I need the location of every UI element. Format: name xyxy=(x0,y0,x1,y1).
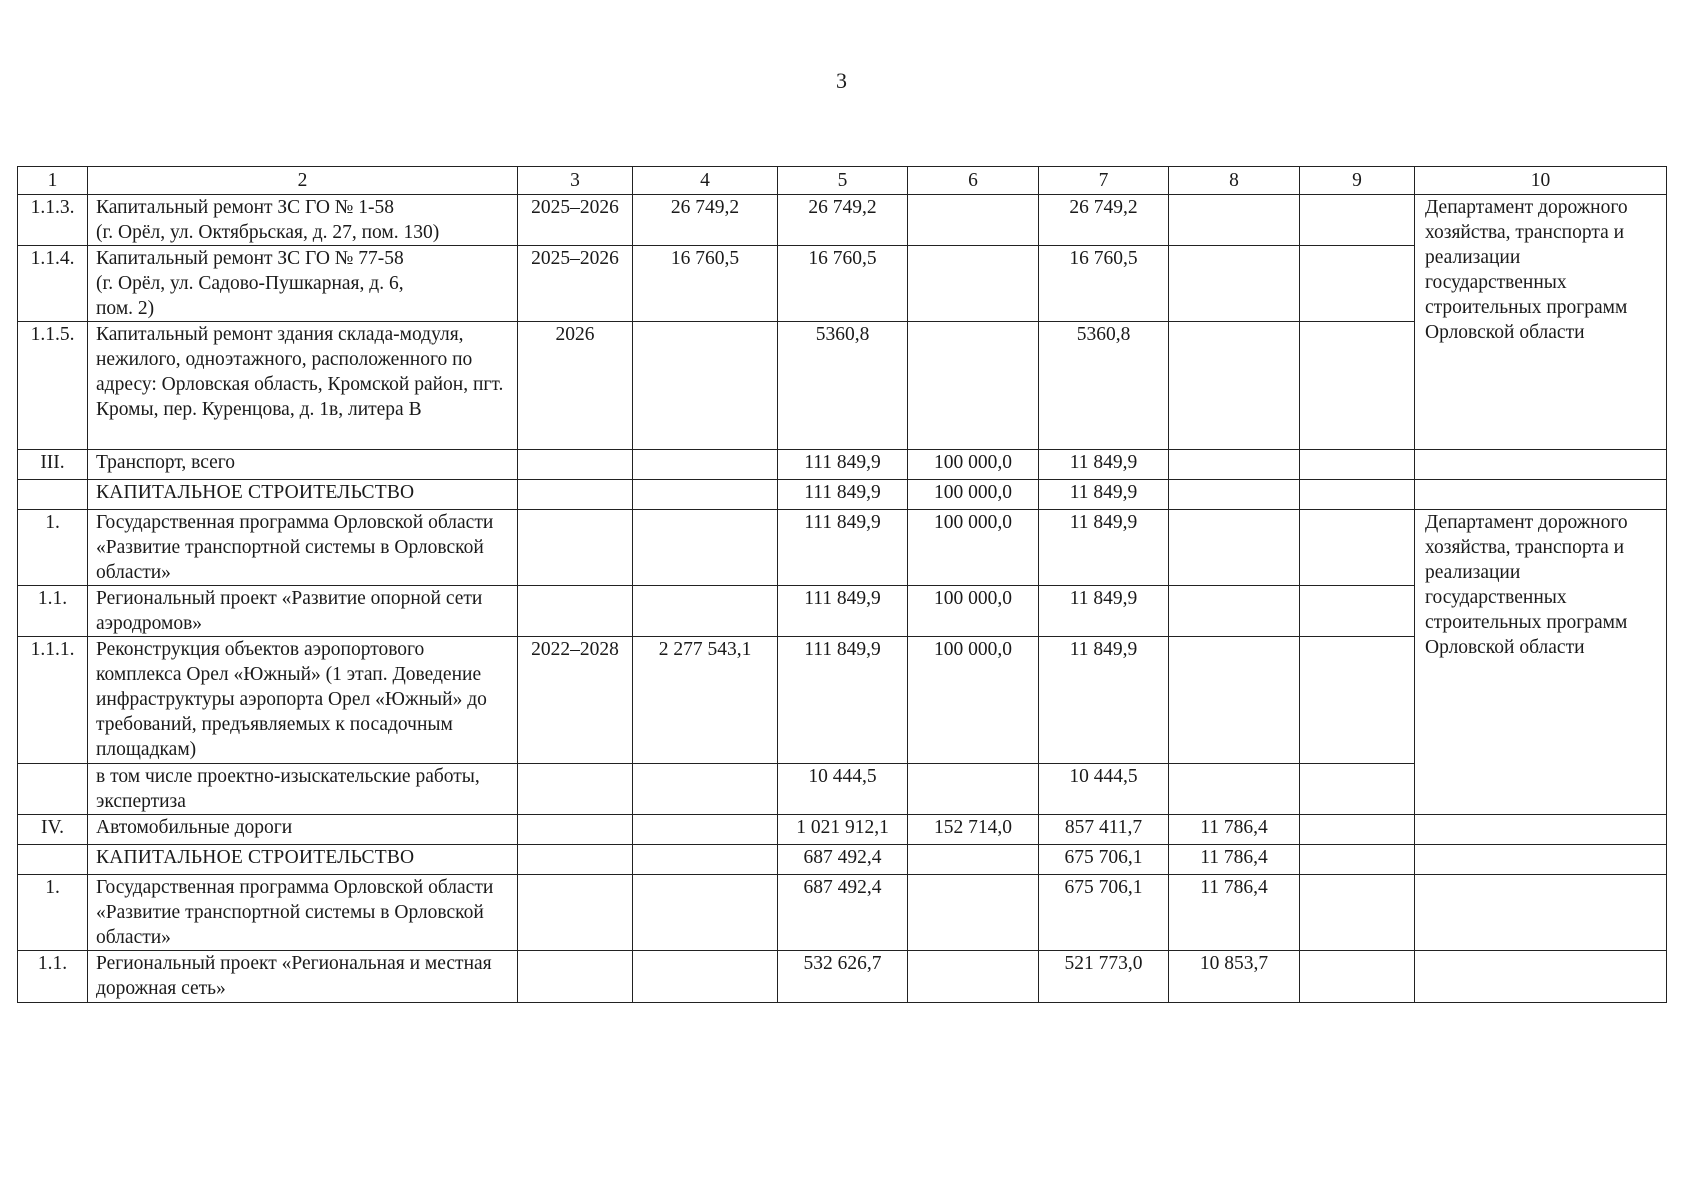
cell-c7: 5360,8 xyxy=(1039,322,1169,450)
cell-c7: 857 411,7 xyxy=(1039,815,1169,845)
cell-c6 xyxy=(908,845,1039,875)
cell-c6 xyxy=(908,246,1039,322)
table-row xyxy=(18,450,1667,480)
row-period xyxy=(518,875,633,951)
cell-c5: 111 849,9 xyxy=(778,637,908,764)
cell-c8 xyxy=(1169,637,1300,764)
row-period xyxy=(518,450,633,480)
responsible-department: Департамент дорожного хозяйства, транспорта и реализации государственных строительных программ Орловской области xyxy=(1415,510,1667,815)
cell-c4 xyxy=(633,815,778,845)
row-number xyxy=(18,845,88,875)
cell-c6: 100 000,0 xyxy=(908,637,1039,764)
cell-c9 xyxy=(1300,764,1415,815)
cell-c8 xyxy=(1169,586,1300,637)
row-name: Транспорт, всего xyxy=(88,450,518,480)
cell-c10 xyxy=(1415,815,1667,845)
cell-c6: 100 000,0 xyxy=(908,480,1039,510)
cell-c9 xyxy=(1300,195,1415,246)
cell-c5: 111 849,9 xyxy=(778,586,908,637)
cell-c9 xyxy=(1300,875,1415,951)
cell-c10 xyxy=(1415,951,1667,1003)
cell-c6: 152 714,0 xyxy=(908,815,1039,845)
program-table xyxy=(17,166,1667,1003)
cell-c5: 111 849,9 xyxy=(778,480,908,510)
cell-c10 xyxy=(1415,480,1667,510)
cell-c4 xyxy=(633,510,778,586)
table-row xyxy=(18,195,1667,246)
cell-c7: 26 749,2 xyxy=(1039,195,1169,246)
cell-c7: 675 706,1 xyxy=(1039,875,1169,951)
row-period xyxy=(518,480,633,510)
cell-c8: 10 853,7 xyxy=(1169,951,1300,1003)
column-number: 3 xyxy=(518,167,633,195)
row-number: 1.1.3. xyxy=(18,195,88,246)
row-period: 2025–2026 xyxy=(518,246,633,322)
cell-c4: 16 760,5 xyxy=(633,246,778,322)
row-period xyxy=(518,510,633,586)
row-number: 1.1.4. xyxy=(18,246,88,322)
row-period: 2022–2028 xyxy=(518,637,633,764)
column-number: 6 xyxy=(908,167,1039,195)
cell-c7: 10 444,5 xyxy=(1039,764,1169,815)
row-number: 1.1. xyxy=(18,951,88,1003)
row-name: в том числе проектно-изыскательские работы, экспертиза xyxy=(88,764,518,815)
row-period: 2026 xyxy=(518,322,633,450)
row-name: КАПИТАЛЬНОЕ СТРОИТЕЛЬСТВО xyxy=(88,845,518,875)
cell-c9 xyxy=(1300,845,1415,875)
column-number: 8 xyxy=(1169,167,1300,195)
row-period xyxy=(518,586,633,637)
cell-c6 xyxy=(908,195,1039,246)
cell-c9 xyxy=(1300,586,1415,637)
column-number: 2 xyxy=(88,167,518,195)
table-row xyxy=(18,815,1667,845)
cell-c5: 687 492,4 xyxy=(778,845,908,875)
row-period xyxy=(518,845,633,875)
row-number: III. xyxy=(18,450,88,480)
cell-c9 xyxy=(1300,480,1415,510)
table-row xyxy=(18,951,1667,1003)
cell-c4 xyxy=(633,875,778,951)
cell-c9 xyxy=(1300,322,1415,450)
column-number: 9 xyxy=(1300,167,1415,195)
row-name: КАПИТАЛЬНОЕ СТРОИТЕЛЬСТВО xyxy=(88,480,518,510)
cell-c5: 111 849,9 xyxy=(778,510,908,586)
cell-c9 xyxy=(1300,815,1415,845)
cell-c6 xyxy=(908,951,1039,1003)
cell-c7: 16 760,5 xyxy=(1039,246,1169,322)
cell-c10 xyxy=(1415,450,1667,480)
cell-c8 xyxy=(1169,322,1300,450)
column-numbers-row xyxy=(18,167,1667,195)
row-name: Капитальный ремонт здания склада-модуля, нежилого, одноэтажного, расположенного по адресу: Орловская область, Кромской район, пгт. Кромы, пер. Куренцова, д. 1в, литера В xyxy=(88,322,518,450)
cell-c7: 521 773,0 xyxy=(1039,951,1169,1003)
row-period xyxy=(518,764,633,815)
row-number: 1.1. xyxy=(18,586,88,637)
cell-c4 xyxy=(633,450,778,480)
cell-c4 xyxy=(633,845,778,875)
cell-c8: 11 786,4 xyxy=(1169,875,1300,951)
row-number: IV. xyxy=(18,815,88,845)
cell-c8: 11 786,4 xyxy=(1169,845,1300,875)
cell-c7: 11 849,9 xyxy=(1039,450,1169,480)
row-number: 1. xyxy=(18,510,88,586)
cell-c6 xyxy=(908,875,1039,951)
row-period xyxy=(518,815,633,845)
cell-c5: 532 626,7 xyxy=(778,951,908,1003)
row-name: Региональный проект «Региональная и местная дорожная сеть» xyxy=(88,951,518,1003)
cell-c4 xyxy=(633,951,778,1003)
cell-c5: 16 760,5 xyxy=(778,246,908,322)
cell-c5: 687 492,4 xyxy=(778,875,908,951)
cell-c4 xyxy=(633,764,778,815)
cell-c7: 11 849,9 xyxy=(1039,510,1169,586)
cell-c5: 111 849,9 xyxy=(778,450,908,480)
row-name: Государственная программа Орловской области «Развитие транспортной системы в Орловской области» xyxy=(88,510,518,586)
row-name: Капитальный ремонт ЗС ГО № 77-58 (г. Орёл, ул. Садово-Пушкарная, д. 6, пом. 2) xyxy=(88,246,518,322)
cell-c8 xyxy=(1169,450,1300,480)
row-number: 1.1.1. xyxy=(18,637,88,764)
table-row xyxy=(18,845,1667,875)
row-name: Региональный проект «Развитие опорной сети аэродромов» xyxy=(88,586,518,637)
cell-c9 xyxy=(1300,510,1415,586)
cell-c7: 11 849,9 xyxy=(1039,586,1169,637)
cell-c6: 100 000,0 xyxy=(908,510,1039,586)
cell-c5: 5360,8 xyxy=(778,322,908,450)
table-row xyxy=(18,510,1667,586)
cell-c7: 11 849,9 xyxy=(1039,637,1169,764)
cell-c10 xyxy=(1415,875,1667,951)
row-period: 2025–2026 xyxy=(518,195,633,246)
row-number xyxy=(18,764,88,815)
table-row xyxy=(18,480,1667,510)
row-number xyxy=(18,480,88,510)
page-number: 3 xyxy=(836,68,847,93)
cell-c7: 675 706,1 xyxy=(1039,845,1169,875)
cell-c5: 10 444,5 xyxy=(778,764,908,815)
cell-c6: 100 000,0 xyxy=(908,450,1039,480)
row-name: Государственная программа Орловской области «Развитие транспортной системы в Орловской области» xyxy=(88,875,518,951)
cell-c4 xyxy=(633,322,778,450)
row-number: 1.1.5. xyxy=(18,322,88,450)
cell-c6 xyxy=(908,764,1039,815)
cell-c9 xyxy=(1300,246,1415,322)
column-number: 1 xyxy=(18,167,88,195)
cell-c10 xyxy=(1415,845,1667,875)
cell-c9 xyxy=(1300,450,1415,480)
responsible-department: Департамент дорожного хозяйства, транспорта и реализации государственных строительных программ Орловской области xyxy=(1415,195,1667,450)
row-name: Реконструкция объектов аэропортового комплекса Орел «Южный» (1 этап. Доведение инфраструктуры аэропорта Орел «Южный» до требований, предъявляемых к посадочным площадкам) xyxy=(88,637,518,764)
cell-c8 xyxy=(1169,480,1300,510)
cell-c8 xyxy=(1169,195,1300,246)
cell-c5: 1 021 912,1 xyxy=(778,815,908,845)
cell-c9 xyxy=(1300,637,1415,764)
row-name: Капитальный ремонт ЗС ГО № 1-58 (г. Орёл, ул. Октябрьская, д. 27, пом. 130) xyxy=(88,195,518,246)
column-number: 10 xyxy=(1415,167,1667,195)
cell-c8 xyxy=(1169,510,1300,586)
column-number: 7 xyxy=(1039,167,1169,195)
cell-c4 xyxy=(633,480,778,510)
cell-c5: 26 749,2 xyxy=(778,195,908,246)
cell-c8 xyxy=(1169,246,1300,322)
cell-c4: 26 749,2 xyxy=(633,195,778,246)
cell-c6 xyxy=(908,322,1039,450)
cell-c6: 100 000,0 xyxy=(908,586,1039,637)
cell-c8: 11 786,4 xyxy=(1169,815,1300,845)
cell-c4 xyxy=(633,586,778,637)
cell-c4: 2 277 543,1 xyxy=(633,637,778,764)
column-number: 4 xyxy=(633,167,778,195)
cell-c7: 11 849,9 xyxy=(1039,480,1169,510)
row-number: 1. xyxy=(18,875,88,951)
row-name: Автомобильные дороги xyxy=(88,815,518,845)
cell-c9 xyxy=(1300,951,1415,1003)
table-row xyxy=(18,875,1667,951)
column-number: 5 xyxy=(778,167,908,195)
row-period xyxy=(518,951,633,1003)
cell-c8 xyxy=(1169,764,1300,815)
